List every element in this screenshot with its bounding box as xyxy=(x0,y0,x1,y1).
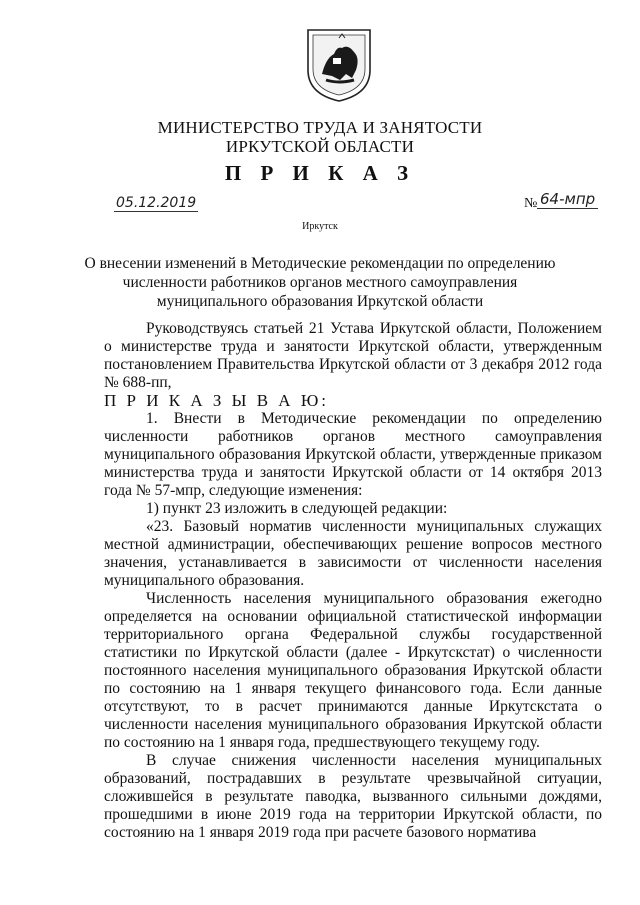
ministry-name xyxy=(0,118,640,156)
order-number-label: № xyxy=(524,196,538,211)
order-date: 05.12.2019 xyxy=(116,195,197,211)
population-paragraph: Численность населения муниципального образования ежегодно определяется на основании официальной статистической информации территориального органа Федеральной службы государственной статистики по Иркутской области (далее - Иркутскстат) о численности постоянного населения муниципального образования Иркутской области по состоянию на 1 января текущего финансового года. Если данные отсутствуют, то в расчет принимаются данные Иркутскстата о численности населения муниципального образования Иркутской области по состоянию на 1 января года, предшествующего текущему году. xyxy=(104,590,602,751)
subitem-1-paragraph: 1) пункт 23 изложить в следующей редакции: xyxy=(146,500,448,517)
subject-line3: муниципального образования Иркутской области xyxy=(156,293,484,310)
irkutsk-coat-of-arms-icon xyxy=(304,24,374,104)
document-body xyxy=(104,320,602,842)
order-number: 64-мпр xyxy=(537,190,598,209)
decrease-paragraph: В случае снижения численности населения муниципальных образований, пострадавших в результате чрезвычайной ситуации, сложившейся в результате паводка, вызванного сильными дождями, прошедшими в июне 2019 года на территории Иркутской области, по состоянию на 1 января 2019 года при расчете базового норматива xyxy=(104,752,602,841)
city-name: Иркутск xyxy=(302,221,338,232)
ministry-name-line1: МИНИСТЕРСТВО ТРУДА И ЗАНЯТОСТИ xyxy=(157,118,483,137)
subject-line2: численности работников органов местного самоуправления xyxy=(122,274,518,291)
preamble-paragraph: Руководствуясь статьей 21 Устава Иркутской области, Положением о министерстве труда и занятости Иркутской области, утвержденным постановлением Правительства Иркутской области от 3 декабря 2012 года № 688-пп, xyxy=(104,320,602,391)
document-title: П Р И К А З xyxy=(224,161,416,185)
subject-line1: О внесении изменений в Методические рекомендации по определению xyxy=(84,255,556,272)
ministry-name-line2: ИРКУТСКОЙ ОБЛАСТИ xyxy=(225,137,415,156)
clause-23-paragraph: «23. Базовый норматив численности муниципальных служащих местной администрации, обеспечивающих решение вопросов местного значения, устанавливается в зависимости от численности населения муниципального образования. xyxy=(104,518,602,589)
item-1-paragraph: 1. Внести в Методические рекомендации по определению численности работников органов местного самоуправления муниципального образования Иркутской области, утвержденные приказом министерства труда и занятости Иркутской области от 14 октября 2013 года № 57-мпр, следующие изменения: xyxy=(104,410,602,499)
order-word: П Р И К А З Ы В А Ю: xyxy=(104,391,330,410)
order-subject xyxy=(0,254,640,311)
